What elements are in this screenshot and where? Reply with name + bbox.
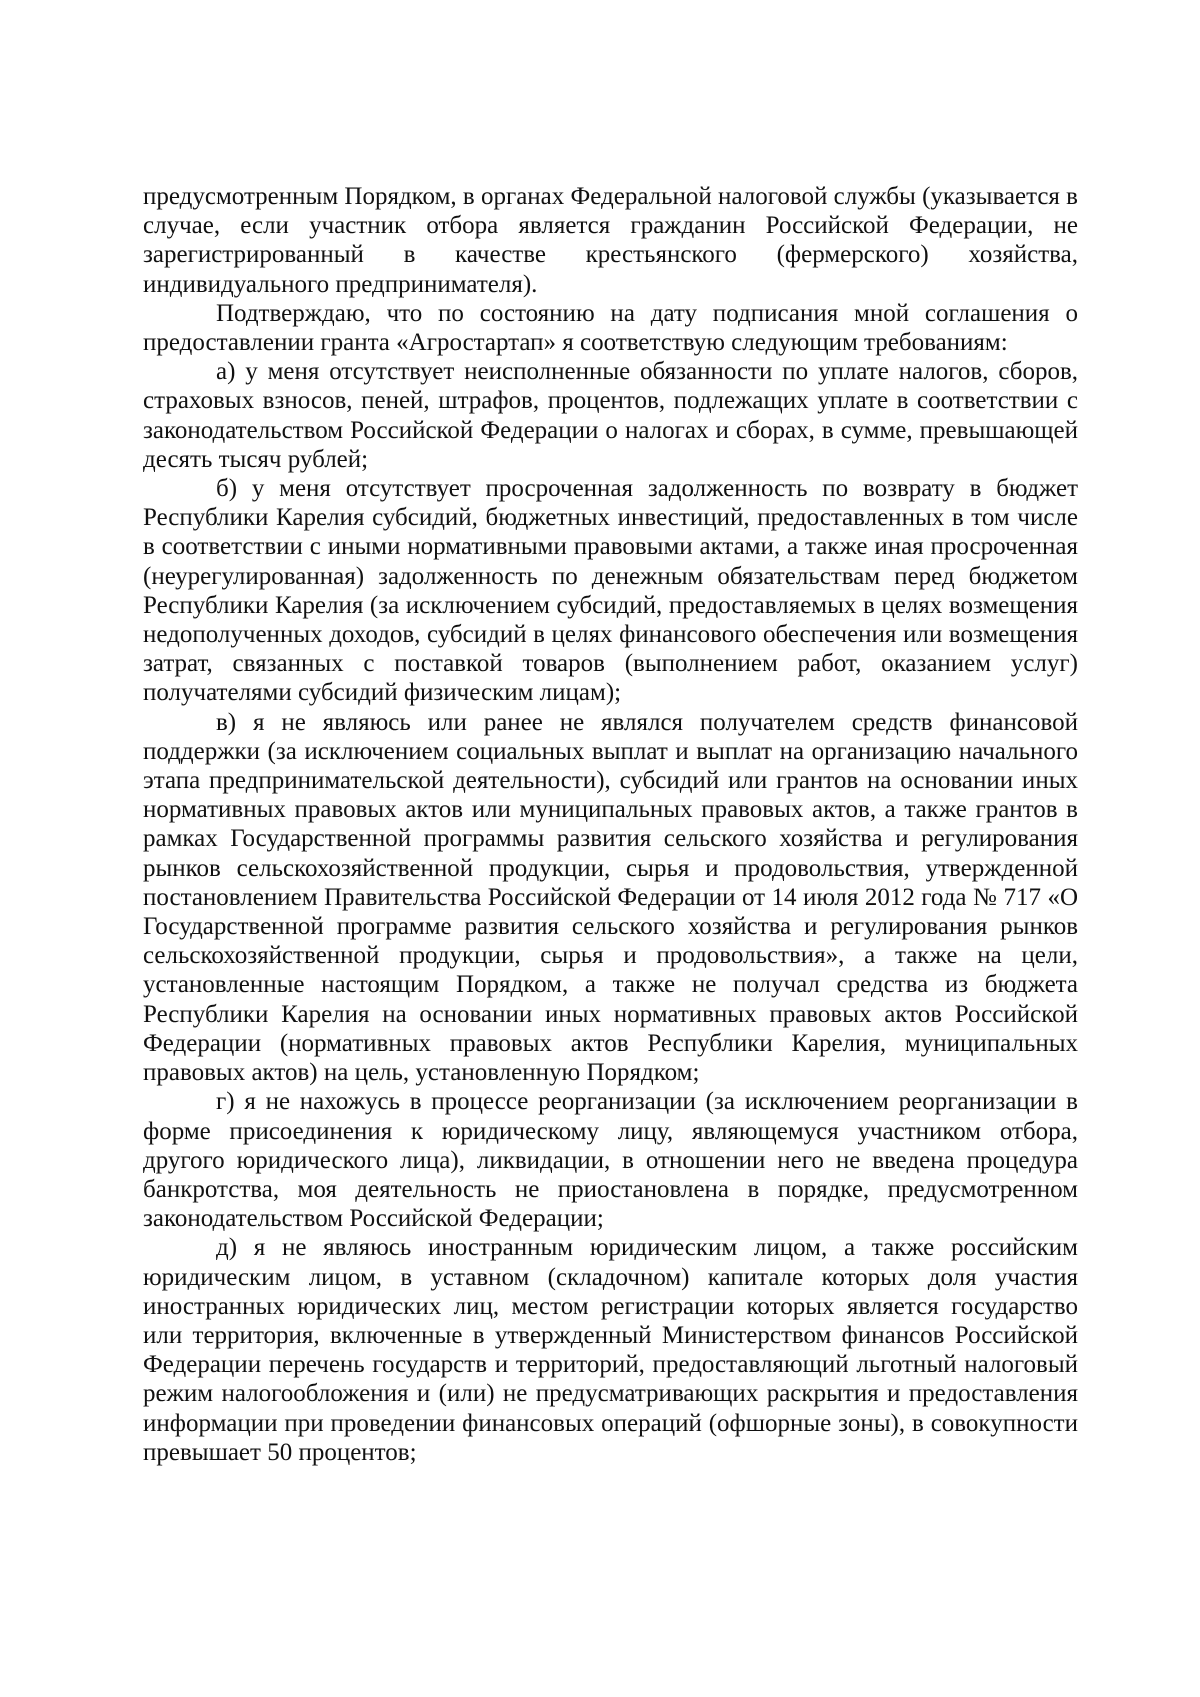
paragraph-item-b: б) у меня отсутствует просроченная задолженность по возврату в бюджет Республики Карелия субсидий, бюджетных инвестиций, предоставленных в том числе в соответствии с иными нормативными правовыми актами, а также иная просроченная (неурегулированная) задолженность по денежным обязательствам перед бюджетом Республики Карелия (за исключением субсидий, предоставляемых в целях возмещения недополученных доходов, субсидий в целях финансового обеспечения или возмещения затрат, связанных с поставкой товаров (выполнением работ, оказанием услуг) получателями субсидий физическим лицам); [143,475,1078,707]
paragraph-continuation: предусмотренным Порядком, в органах Федеральной налоговой службы (указывается в случае, если участник отбора является гражданин Российской Федерации, не зарегистрированный в качестве крестьянского (фермерского) хозяйства, индивидуального предпринимателя). [143,183,1078,298]
document-body [143,182,1078,1467]
paragraph-item-d: д) я не являюсь иностранным юридическим лицом, а также российским юридическим лицом, в уставном (складочном) капитале которых доля участия иностранных юридических лиц, местом регистрации которых является государство или территория, включенные в утвержденный Министерством финансов Российской Федерации перечень государств и территорий, предоставляющий льготный налоговый режим налогообложения и (или) не предусматривающих раскрытия и предоставления информации при проведении финансовых операций (офшорные зоны), в совокупности превышает 50 процентов; [143,1234,1078,1466]
paragraph-confirmation: Подтверждаю, что по состоянию на дату подписания мной соглашения о предоставлении гранта «Агростартап» я соответствую следующим требованиям: [143,299,1078,357]
paragraph-item-g: г) я не нахожусь в процессе реорганизации (за исключением реорганизации в форме присоединения к юридическому лицу, являющемуся участником отбора, другого юридического лица), ликвидации, в отношении него не введена процедура банкротства, моя деятельность не приостановлена в порядке, предусмотренном законодательством Российской Федерации; [143,1088,1078,1233]
paragraph-item-v: в) я не являюсь или ранее не являлся получателем средств финансовой поддержки (за исключением социальных выплат и выплат на организацию начального этапа предпринимательской деятельности), субсидий или грантов на основании иных нормативных правовых актов или муниципальных правовых актов, а также грантов в рамках Государственной программы развития сельского хозяйства и регулирования рынков сельскохозяйственной продукции, сырья и продовольствия, утвержденной постановлением Правительства Российской Федерации от 14 июля 2012 года № 717 «О Государственной программе развития сельского хозяйства и регулирования рынков сельскохозяйственной продукции, сырья и продовольствия», а также на цели, установленные настоящим Порядком, а также не получал средства из бюджета Республики Карелия на основании иных нормативных правовых актов Российской Федерации (нормативных правовых актов Республики Карелия, муниципальных правовых актов) на цель, установленную Порядком; [143,708,1078,1087]
paragraph-item-a: а) у меня отсутствует неисполненные обязанности по уплате налогов, сборов, страховых взносов, пеней, штрафов, процентов, подлежащих уплате в соответствии с законодательством Российской Федерации о налогах и сборах, в сумме, превышающей десять тысяч рублей; [143,358,1078,473]
